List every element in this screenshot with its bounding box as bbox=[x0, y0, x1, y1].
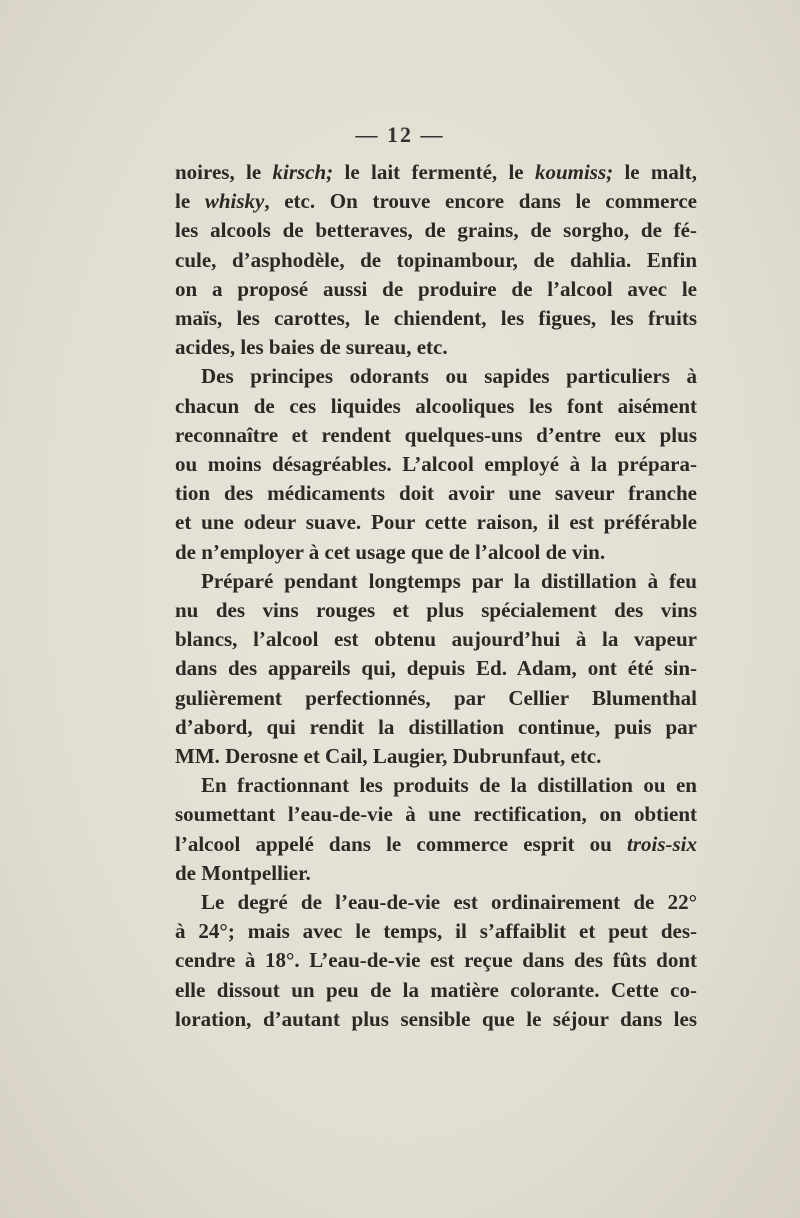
text-line: tion des médicaments doit avoir une saveur franche bbox=[175, 481, 697, 506]
text-line: l’alcool appelé dans le commerce esprit ou trois-six bbox=[175, 831, 697, 856]
page-number: — 12 — bbox=[355, 122, 445, 147]
text-line: de n’employer à cet usage que de l’alcool de vin. bbox=[175, 539, 606, 564]
text-line: soumettant l’eau-de-vie à une rectification, on obtient bbox=[175, 802, 697, 827]
text-line: Des principes odorants ou sapides particuliers à bbox=[201, 364, 697, 389]
text-line: et une odeur suave. Pour cette raison, il est préférable bbox=[175, 510, 697, 535]
text-line: cendre à 18°. L’eau-de-vie est reçue dans des fûts dont bbox=[175, 948, 697, 973]
text-line: gulièrement perfectionnés, par Cellier Blumenthal bbox=[175, 685, 697, 710]
text-line: MM. Derosne et Cail, Laugier, Dubrunfaut, etc. bbox=[175, 744, 602, 769]
text-line: ou moins désagréables. L’alcool employé à la prépara- bbox=[175, 452, 697, 477]
text-line: à 24°; mais avec le temps, il s’affaiblit et peut des- bbox=[175, 919, 697, 944]
text-line: Préparé pendant longtemps par la distillation à feu bbox=[201, 568, 697, 593]
text-line: Le degré de l’eau-de-vie est ordinairement de 22° bbox=[201, 890, 697, 915]
text-line: noires, le kirsch; le lait fermenté, le koumiss; le malt, bbox=[175, 160, 698, 184]
text-line: loration, d’autant plus sensible que le séjour dans les bbox=[175, 1006, 697, 1031]
text-line: les alcools de betteraves, de grains, de sorgho, de fé- bbox=[175, 218, 697, 243]
text-line: chacun de ces liquides alcooliques les font aisément bbox=[175, 393, 697, 418]
text-line: cule, d’asphodèle, de topinambour, de dahlia. Enfin bbox=[175, 247, 697, 272]
text-line: maïs, les carottes, le chiendent, les figues, les fruits bbox=[175, 306, 697, 331]
text-line: dans des appareils qui, depuis Ed. Adam, ont été sin- bbox=[175, 656, 697, 681]
text-line: d’abord, qui rendit la distillation continue, puis par bbox=[175, 714, 697, 739]
text-line: acides, les baies de sureau, etc. bbox=[175, 335, 448, 360]
text-line: nu des vins rouges et plus spécialement des vins bbox=[175, 598, 697, 623]
text-line: En fractionnant les produits de la distillation ou en bbox=[201, 773, 697, 798]
body-text bbox=[175, 158, 697, 1034]
text-line: de Montpellier. bbox=[175, 860, 311, 885]
text-line: reconnaître et rendent quelques-uns d’entre eux plus bbox=[175, 422, 697, 447]
text-line: blancs, l’alcool est obtenu aujourd’hui à la vapeur bbox=[175, 627, 697, 652]
text-line: elle dissout un peu de la matière colorante. Cette co- bbox=[175, 977, 697, 1002]
text-line: le whisky, etc. On trouve encore dans le commerce bbox=[175, 189, 697, 214]
text-line: on a proposé aussi de produire de l’alcool avec le bbox=[175, 276, 697, 301]
